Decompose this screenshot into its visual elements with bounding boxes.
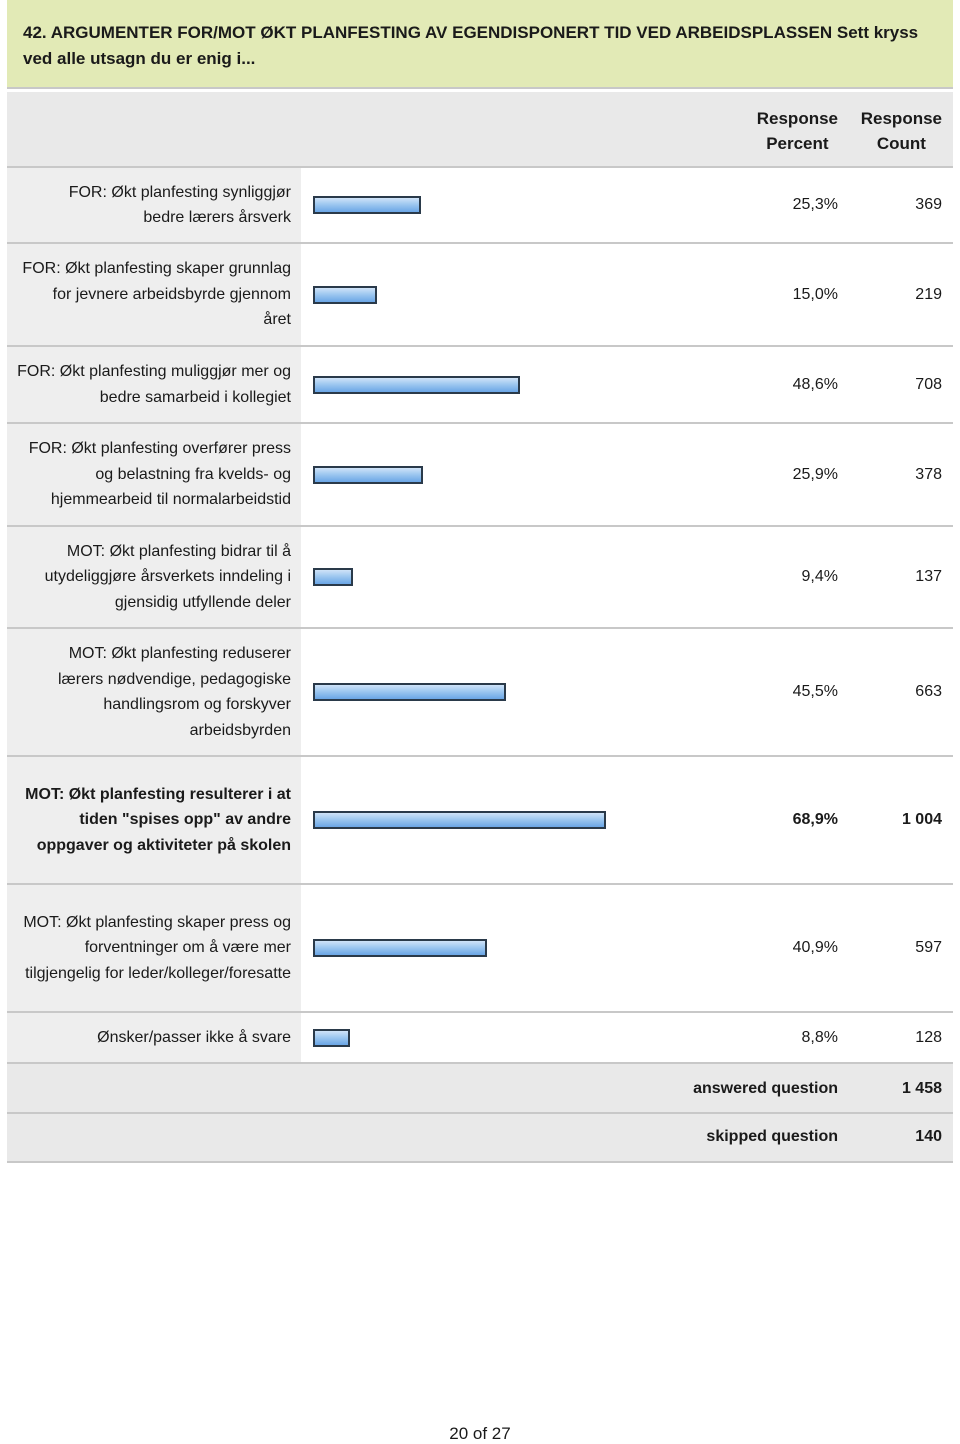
answer-label [7, 424, 301, 525]
bar-area [301, 1013, 953, 1062]
answer-label-text: Ønsker/passer ikke å svare [97, 1028, 291, 1046]
answer-label [7, 527, 301, 627]
count-label: 219 [915, 286, 942, 303]
table-row [7, 244, 953, 347]
count-label: 378 [915, 466, 942, 483]
count-label: 708 [915, 376, 942, 393]
bar [313, 1029, 350, 1047]
response-percent-header [757, 106, 838, 156]
answer-label [7, 347, 301, 422]
page-number: 20 of 27 [449, 1424, 511, 1443]
percent-label: 15,0% [792, 286, 838, 303]
answered-row [7, 1064, 953, 1114]
answer-label [7, 757, 301, 883]
table-row [7, 168, 953, 244]
answer-label-text: MOT: Økt planfesting bidrar til å utydeliggjøre årsverkets inndeling i gjensidig utfyllende deler [44, 542, 291, 611]
answer-label-text: FOR: Økt planfesting skaper grunnlag for jevnere arbeidsbyrde gjennom året [22, 260, 291, 329]
question-title: 42. ARGUMENTER FOR/MOT ØKT PLANFESTING AV EGENDISPONERT TID VED ARBEIDSPLASSEN Sett kryss ved alle utsagn du er enig i... [7, 0, 953, 89]
bar-area [301, 347, 953, 422]
count-label: 597 [915, 939, 942, 956]
bar [313, 376, 520, 394]
percent-label: 45,5% [792, 683, 838, 700]
count-label: 1 004 [901, 811, 942, 828]
table-row [7, 527, 953, 629]
bar [313, 811, 606, 829]
answer-label-text: FOR: Økt planfesting synliggjør bedre lærers årsverk [68, 183, 291, 226]
bar-area [301, 885, 953, 1011]
percent-header-line2: Percent [766, 134, 829, 153]
answer-label-text: MOT: Økt planfesting skaper press og forventninger om å være mer tilgjengelig for leder/kolleger/foresatte [23, 913, 291, 982]
table-row [7, 347, 953, 424]
table-row [7, 757, 953, 885]
skipped-row [7, 1114, 953, 1163]
table-row [7, 885, 953, 1013]
bar [313, 568, 353, 586]
results-table [7, 92, 953, 1163]
answer-label [7, 1013, 301, 1062]
answer-label [7, 168, 301, 242]
table-row [7, 1013, 953, 1064]
table-row [7, 424, 953, 527]
answer-label-text: MOT: Økt planfesting reduserer lærers nødvendige, pedagogiske handlingsrom og forskyver arbeidsbyrden [57, 645, 291, 739]
percent-label: 68,9% [792, 811, 838, 828]
percent-label: 8,8% [801, 1029, 838, 1046]
table-header [7, 92, 953, 168]
bar-area [301, 629, 953, 755]
bar [313, 683, 506, 701]
count-label: 137 [915, 568, 942, 585]
answered-label: answered question [693, 1080, 838, 1097]
answer-label-text: MOT: Økt planfesting resulterer i at tiden "spises opp" av andre oppgaver og aktiviteter på skolen [25, 785, 291, 854]
percent-label: 48,6% [792, 376, 838, 393]
count-header-line1: Response [860, 109, 942, 128]
table-row [7, 629, 953, 757]
bar [313, 466, 423, 484]
bar-area [301, 527, 953, 627]
percent-label: 25,3% [792, 196, 838, 213]
answer-label [7, 629, 301, 755]
answer-label-text: FOR: Økt planfesting muliggjør mer og bedre samarbeid i kollegiet [17, 363, 291, 406]
count-header-line2: Count [876, 134, 926, 153]
bar [313, 196, 421, 214]
answer-label [7, 885, 301, 1011]
bar-area [301, 424, 953, 525]
answer-label-text: FOR: Økt planfesting overfører press og belastning fra kvelds- og hjemmearbeid til normalarbeidstid [28, 440, 291, 509]
skipped-label: skipped question [706, 1128, 838, 1145]
answered-value: 1 458 [901, 1080, 942, 1097]
count-label: 369 [915, 196, 942, 213]
count-label: 128 [915, 1029, 942, 1046]
answer-rows [7, 168, 953, 1064]
response-count-header [861, 106, 942, 156]
skipped-value: 140 [915, 1128, 942, 1145]
percent-label: 25,9% [792, 466, 838, 483]
bar [313, 939, 487, 957]
bar-area [301, 244, 953, 345]
percent-header-line1: Response [756, 109, 838, 128]
bar [313, 286, 377, 304]
bar-area [301, 757, 953, 883]
answer-label [7, 244, 301, 345]
percent-label: 40,9% [792, 939, 838, 956]
percent-label: 9,4% [801, 568, 838, 585]
bar-area [301, 168, 953, 242]
count-label: 663 [915, 683, 942, 700]
